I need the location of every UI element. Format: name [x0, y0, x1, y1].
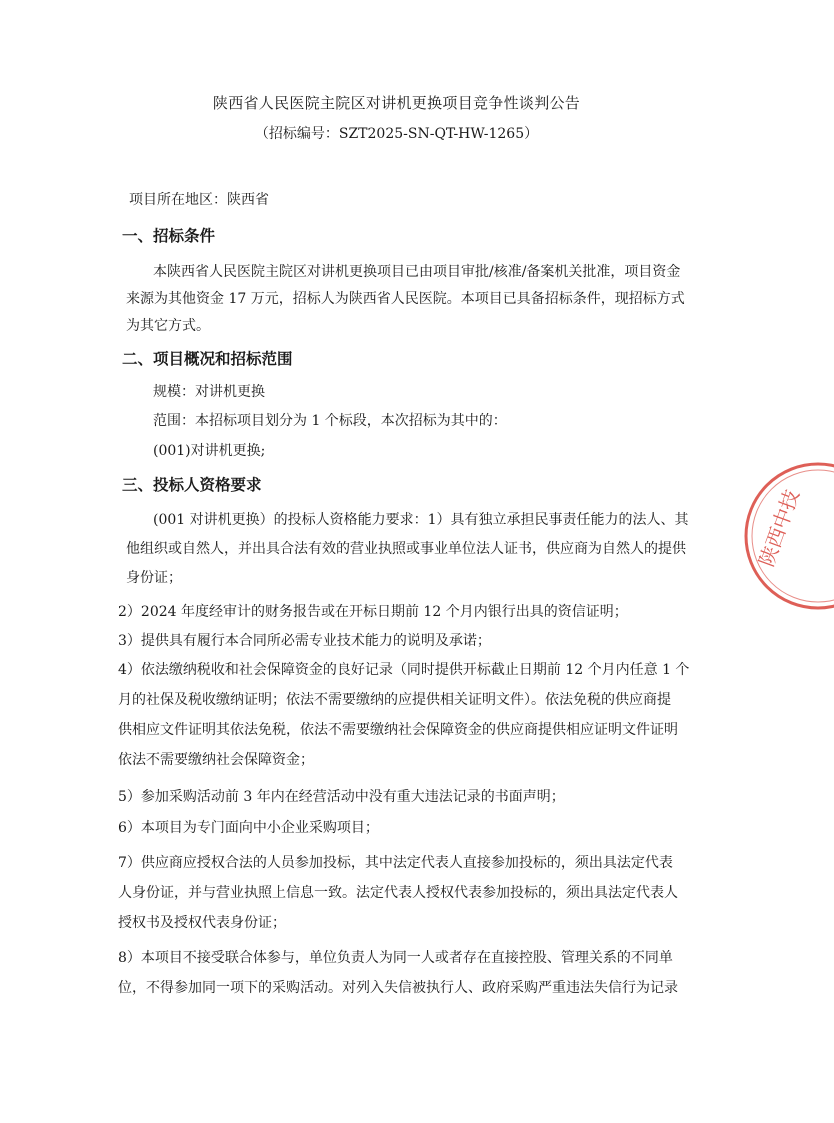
- requirement-item: 3）提供具有履行本合同所必需专业技术能力的说明及承诺；: [118, 633, 491, 649]
- section-heading-bidder-qualifications: 三、投标人资格要求: [122, 476, 262, 494]
- paragraph-line: 来源为其他资金 17 万元，招标人为陕西省人民医院。本项目已具备招标条件，现招标方式: [126, 291, 685, 307]
- requirement-item: 2）2024 年度经审计的财务报告或在开标日期前 12 个月内银行出具的资信证明；: [118, 604, 628, 620]
- section-heading-bidding-conditions: 一、招标条件: [122, 227, 216, 245]
- project-lot: (001)对讲机更换;: [153, 443, 266, 459]
- document-title: 陕西省人民医院主院区对讲机更换项目竞争性谈判公告: [212, 94, 581, 112]
- requirement-item: 月的社保及税收缴纳证明；依法不需要缴纳的应提供相关证明文件）。依法免税的供应商提: [118, 692, 671, 708]
- svg-text:陕西中技: 陕西中技: [754, 486, 805, 570]
- paragraph-line: (001 对讲机更换）的投标人资格能力要求：1）具有独立承担民事责任能力的法人、其: [153, 512, 689, 528]
- paragraph-line: 本陕西省人民医院主院区对讲机更换项目已由项目审批/核准/备案机关批准，项目资金: [153, 264, 681, 280]
- requirement-item: 人身份证，并与营业执照上信息一致。法定代表人授权代表参加投标的，须出具法定代表人: [118, 885, 678, 901]
- requirement-item: 位，不得参加同一项下的采购活动。对列入失信被执行人、政府采购严重违法失信行为记录: [118, 980, 678, 996]
- project-region: 项目所在地区：陕西省: [129, 192, 269, 208]
- project-scale: 规模：对讲机更换: [153, 384, 265, 400]
- requirement-item: 依法不需要缴纳社会保障资金；: [118, 752, 314, 768]
- paragraph-line: 身份证；: [126, 570, 182, 586]
- requirement-item: 授权书及授权代表身份证；: [118, 915, 286, 931]
- seal-graphic: [738, 456, 834, 616]
- paragraph-line: 为其它方式。: [126, 318, 210, 334]
- official-seal-stamp: [738, 456, 834, 616]
- project-scope: 范围：本招标项目划分为 1 个标段，本次招标为其中的：: [153, 413, 507, 429]
- tender-number: （招标编号：SZT2025-SN-QT-HW-1265）: [254, 126, 539, 142]
- requirement-item: 5）参加采购活动前 3 年内在经营活动中没有重大违法记录的书面声明；: [118, 789, 565, 805]
- requirement-item: 6）本项目为专门面向中小企业采购项目；: [118, 820, 379, 836]
- paragraph-line: 他组织或自然人，并出具合法有效的营业执照或事业单位法人证书，供应商为自然人的提供: [126, 541, 686, 557]
- requirement-item: 8）本项目不接受联合体参与，单位负责人为同一人或者存在直接控股、管理关系的不同单: [118, 950, 673, 966]
- requirement-item: 供相应文件证明其依法免税，依法不需要缴纳社会保障资金的供应商提供相应证明文件证明: [118, 722, 678, 738]
- section-heading-project-overview: 二、项目概况和招标范围: [122, 350, 293, 368]
- requirement-item: 4）依法缴纳税收和社会保障资金的良好记录（同时提供开标截止日期前 12 个月内任意 1 个: [118, 662, 690, 678]
- requirement-item: 7）供应商应授权合法的人员参加投标，其中法定代表人直接参加投标的，须出具法定代表: [118, 855, 673, 871]
